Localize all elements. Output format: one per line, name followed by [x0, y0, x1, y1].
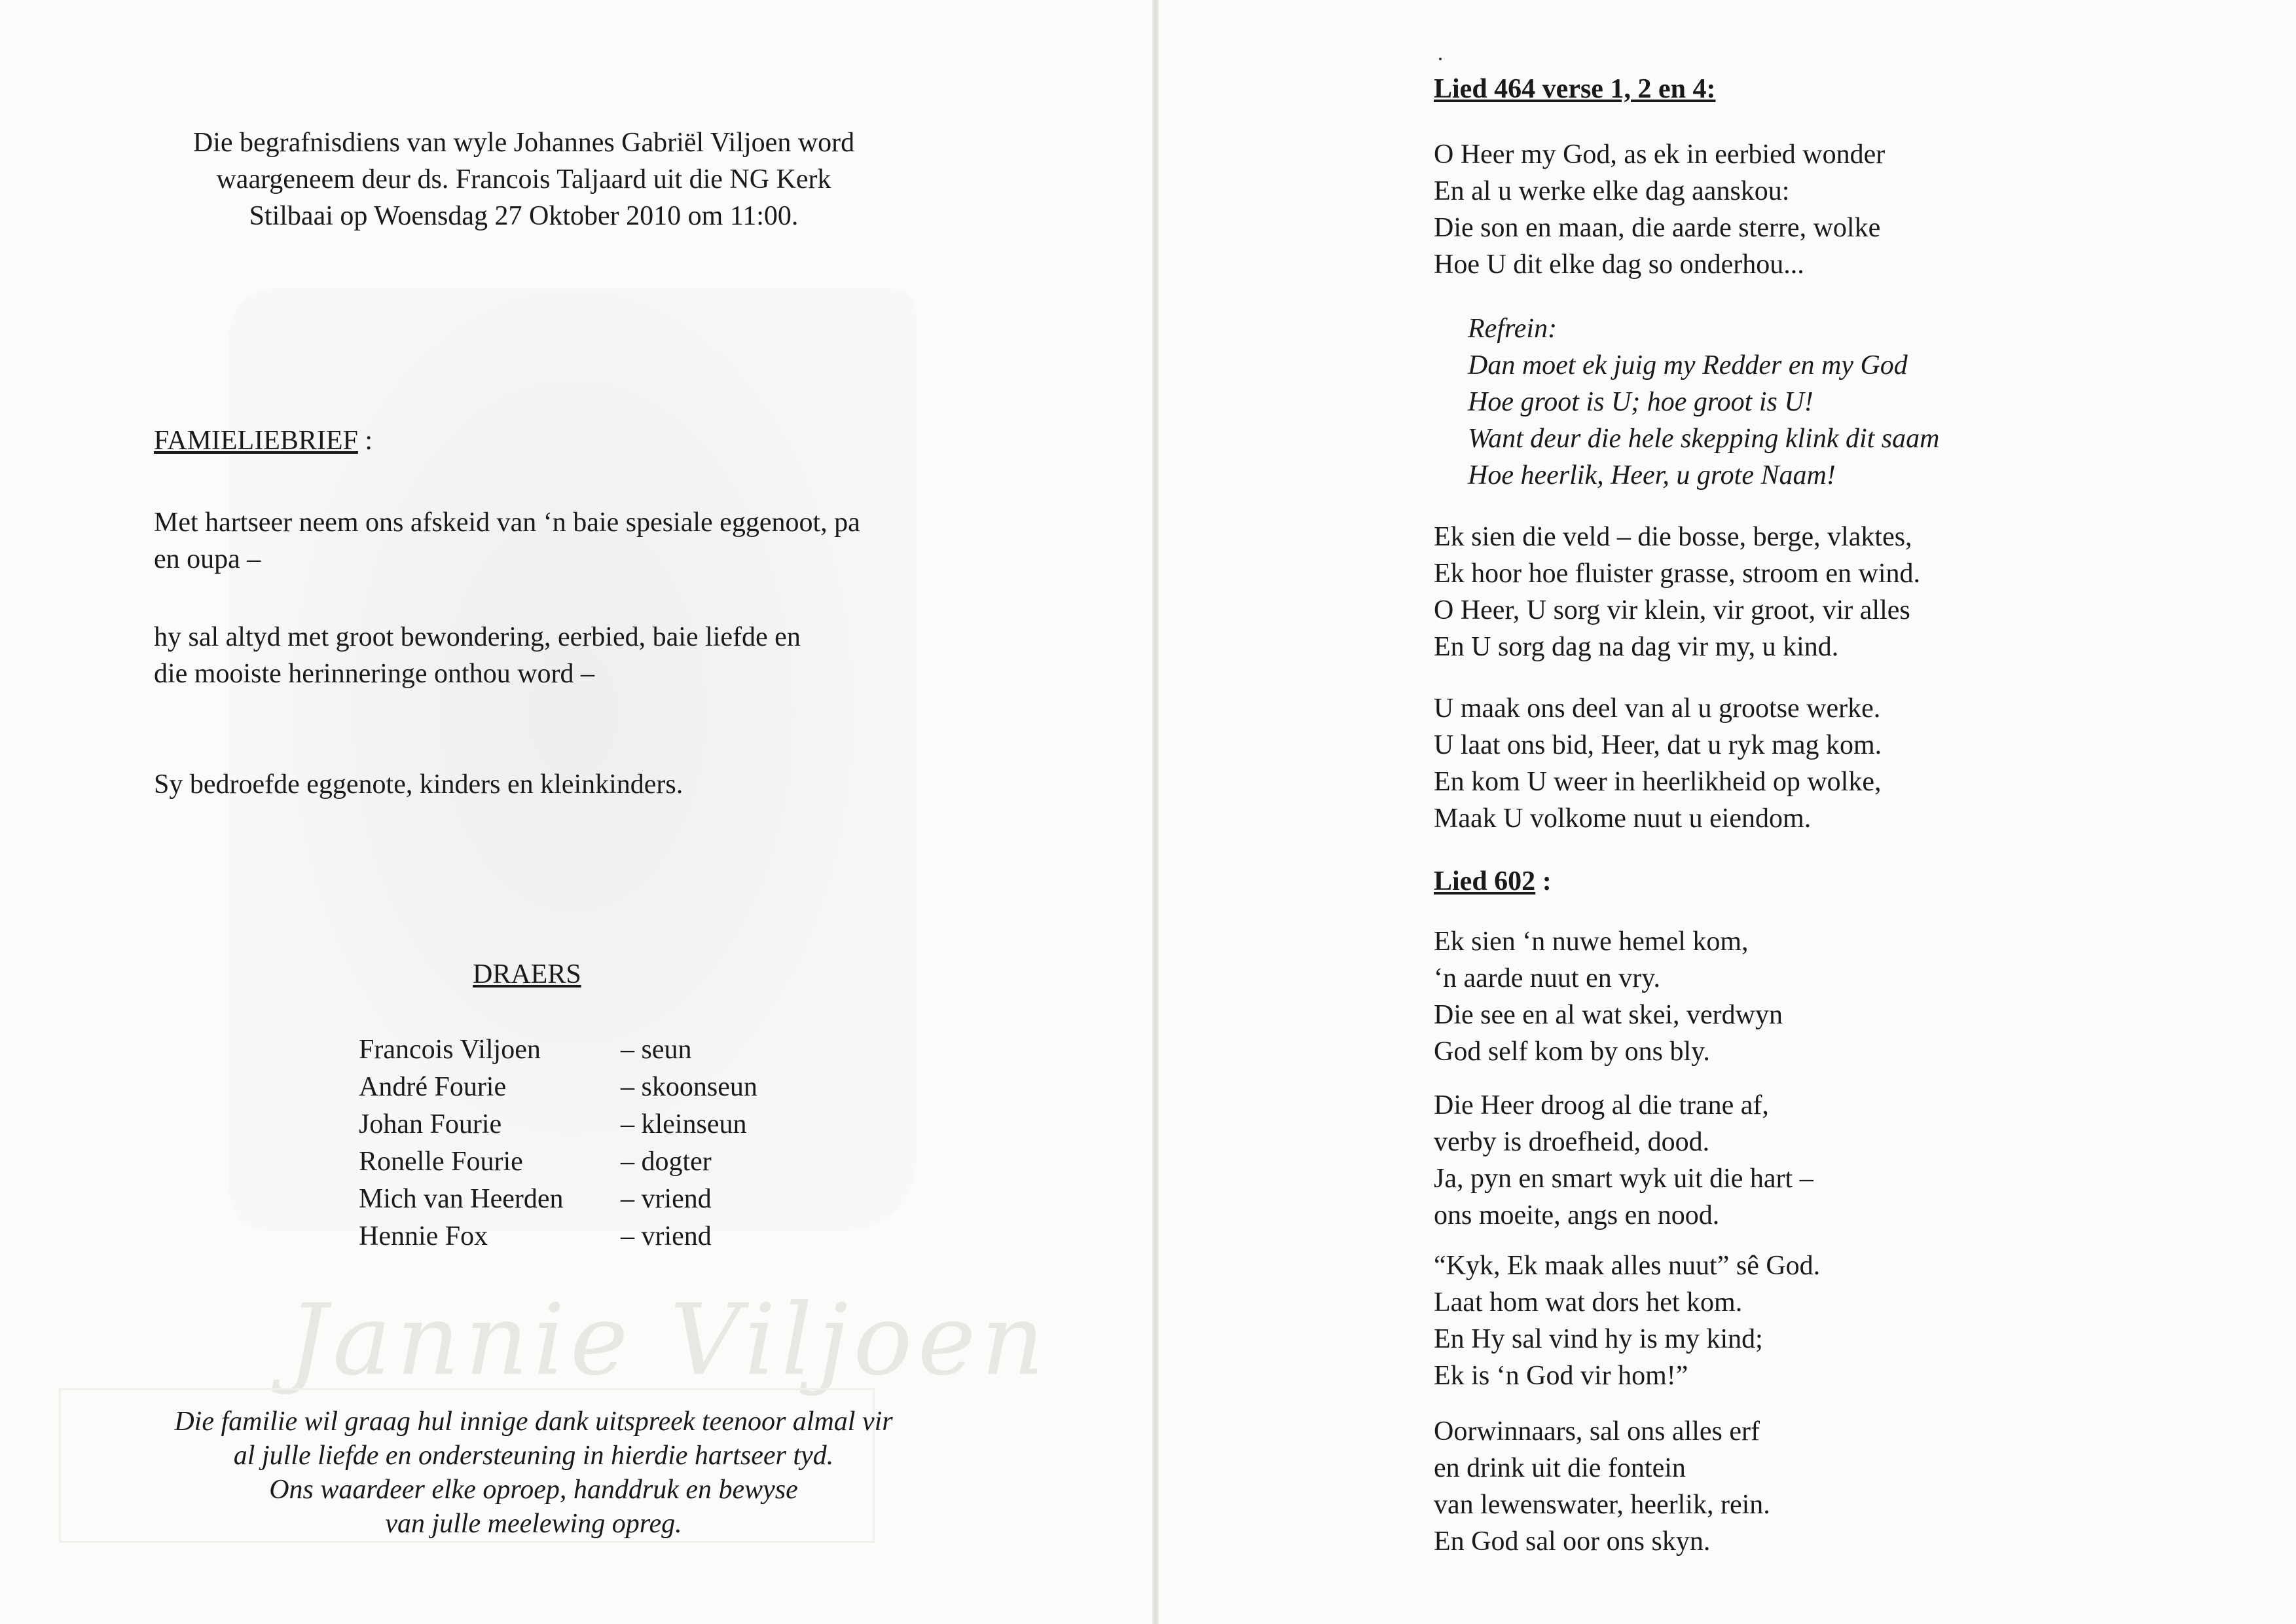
verse-line: verby is droefheid, dood. — [1434, 1127, 1710, 1157]
draer-relation: – kleinseun — [621, 1109, 747, 1139]
draer-row — [359, 1106, 817, 1143]
refrain-line: Hoe groot is U; hoe groot is U! — [1468, 387, 1813, 417]
draer-relation: – vriend — [621, 1184, 712, 1214]
verse-line: Oorwinnaars, sal ons alles erf — [1434, 1416, 1760, 1447]
draer-row — [359, 1069, 817, 1106]
intro-line: waargeneem deur ds. Francois Taljaard uit die NG Kerk — [216, 164, 831, 194]
verse-line: “Kyk, Ek maak alles nuut” sê God. — [1434, 1251, 1821, 1281]
intro-line: Die begrafnisdiens van wyle Johannes Gabriël Viljoen word — [192, 128, 855, 158]
familiebrief-paragraph-2 — [154, 619, 1031, 692]
thanks-line: van julle meelewing opreg. — [385, 1509, 682, 1539]
thanks-note — [131, 1405, 936, 1541]
verse-line: Ek hoor hoe fluister grasse, stroom en wind. — [1434, 559, 1921, 589]
draers-heading: DRAERS — [473, 959, 581, 989]
verse-line: Ek is ‘n God vir hom!” — [1434, 1361, 1688, 1391]
verse-line: God self kom by ons bly. — [1434, 1037, 1710, 1067]
hymn-602-heading — [1434, 863, 1552, 900]
thanks-line: Die familie wil graag hul innige dank uitspreek teenoor almal vir — [174, 1407, 893, 1437]
familiebrief-paragraph-1 — [154, 504, 1031, 578]
verse-line: Maak U volkome nuut u eiendom. — [1434, 803, 1812, 834]
familiebrief-signoff: Sy bedroefde eggenote, kinders en kleinkinders. — [154, 769, 683, 800]
draer-name: André Fourie — [359, 1072, 507, 1102]
verse-line: Ek sien die veld – die bosse, berge, vlaktes, — [1434, 522, 1912, 552]
draer-relation: – dogter — [621, 1147, 712, 1177]
verse-line: Die son en maan, die aarde sterre, wolke — [1434, 213, 1881, 243]
verse-line: U maak ons deel van al u grootse werke. — [1434, 693, 1881, 724]
hymn-602-verse-3 — [1434, 1247, 1820, 1394]
draer-name: Ronelle Fourie — [359, 1147, 523, 1177]
hymn-464-verse-2 — [1434, 519, 1920, 665]
verse-line: En Hy sal vind hy is my kind; — [1434, 1324, 1763, 1354]
verse-line: Ek sien ‘n nuwe hemel kom, — [1434, 927, 1749, 957]
draer-name: Johan Fourie — [359, 1109, 502, 1139]
draer-relation: – vriend — [621, 1221, 712, 1251]
paragraph-line: Met hartseer neem ons afskeid van ‘n baie spesiale eggenoot, pa — [154, 507, 860, 538]
verse-line: ‘n aarde nuut en vry. — [1434, 963, 1660, 993]
familiebrief-heading — [154, 422, 373, 459]
draer-row — [359, 1181, 817, 1218]
draers-list — [359, 1031, 817, 1255]
draer-name: Hennie Fox — [359, 1221, 488, 1251]
page-fold — [1152, 0, 1159, 1624]
verse-line: van lewenswater, heerlik, rein. — [1434, 1490, 1770, 1520]
hymn-602-verse-2 — [1434, 1087, 1813, 1234]
familiebrief-colon: : — [357, 426, 373, 456]
hymn-602-colon: : — [1535, 866, 1552, 896]
thanks-line: al julle liefde en ondersteuning in hierdie hartseer tyd. — [233, 1441, 834, 1471]
signature-watermark: Jannie Viljoen — [288, 1283, 1050, 1397]
verse-line: Die see en al wat skei, verdwyn — [1434, 1000, 1783, 1030]
verse-line: En al u werke elke dag aanskou: — [1434, 176, 1790, 206]
hymn-464-verse-4 — [1434, 690, 1882, 837]
verse-line: En U sorg dag na dag vir my, u kind. — [1434, 632, 1839, 662]
verse-line: En kom U weer in heerlikheid op wolke, — [1434, 767, 1882, 797]
thanks-line: Ons waardeer elke oproep, handdruk en bewyse — [269, 1475, 798, 1505]
verse-line: U laat ons bid, Heer, dat u ryk mag kom. — [1434, 730, 1882, 760]
draer-relation: – skoonseun — [621, 1072, 757, 1102]
draer-row — [359, 1031, 817, 1069]
refrain-line: Dan moet ek juig my Redder en my God — [1468, 350, 1908, 380]
verse-line: O Heer, U sorg vir klein, vir groot, vir alles — [1434, 595, 1910, 625]
verse-line: Hoe U dit elke dag so onderhou... — [1434, 249, 1804, 280]
hymn-464-verse-1 — [1434, 136, 1885, 283]
verse-line: Laat hom wat dors het kom. — [1434, 1287, 1743, 1318]
draer-name: Francois Viljoen — [359, 1035, 541, 1065]
intro-line: Stilbaai op Woensdag 27 Oktober 2010 om 11:00. — [249, 201, 799, 231]
paragraph-line: die mooiste herinneringe onthou word – — [154, 659, 595, 689]
verse-line: ons moeite, angs en nood. — [1434, 1200, 1720, 1230]
ink-dot — [1439, 58, 1442, 60]
refrain-line: Hoe heerlik, Heer, u grote Naam! — [1468, 460, 1836, 490]
hymn-602-verse-1 — [1434, 923, 1783, 1070]
familiebrief-title: FAMIELIEBRIEF — [154, 426, 358, 456]
draer-row — [359, 1143, 817, 1181]
hymn-464-refrain — [1468, 310, 1939, 494]
paragraph-line: en oupa – — [154, 544, 261, 574]
verse-line: Ja, pyn en smart wyk uit die hart – — [1434, 1164, 1813, 1194]
draer-relation: – seun — [621, 1035, 692, 1065]
verse-line: O Heer my God, as ek in eerbied wonder — [1434, 139, 1886, 170]
verse-line: En God sal oor ons skyn. — [1434, 1526, 1711, 1557]
refrain-line: Want deur die hele skepping klink dit saam — [1468, 424, 1940, 454]
refrain-label: Refrein: — [1468, 314, 1558, 344]
hymn-602-verse-4 — [1434, 1413, 1770, 1560]
service-intro — [170, 124, 877, 234]
draer-name: Mich van Heerden — [359, 1184, 564, 1214]
verse-line: Die Heer droog al die trane af, — [1434, 1090, 1769, 1120]
hymn-464-title: Lied 464 verse 1, 2 en 4: — [1434, 74, 1716, 104]
verse-line: en drink uit die fontein — [1434, 1453, 1686, 1483]
hymn-602-title: Lied 602 — [1434, 866, 1536, 896]
paragraph-line: hy sal altyd met groot bewondering, eerbied, baie liefde en — [154, 622, 801, 652]
draer-row — [359, 1218, 817, 1255]
